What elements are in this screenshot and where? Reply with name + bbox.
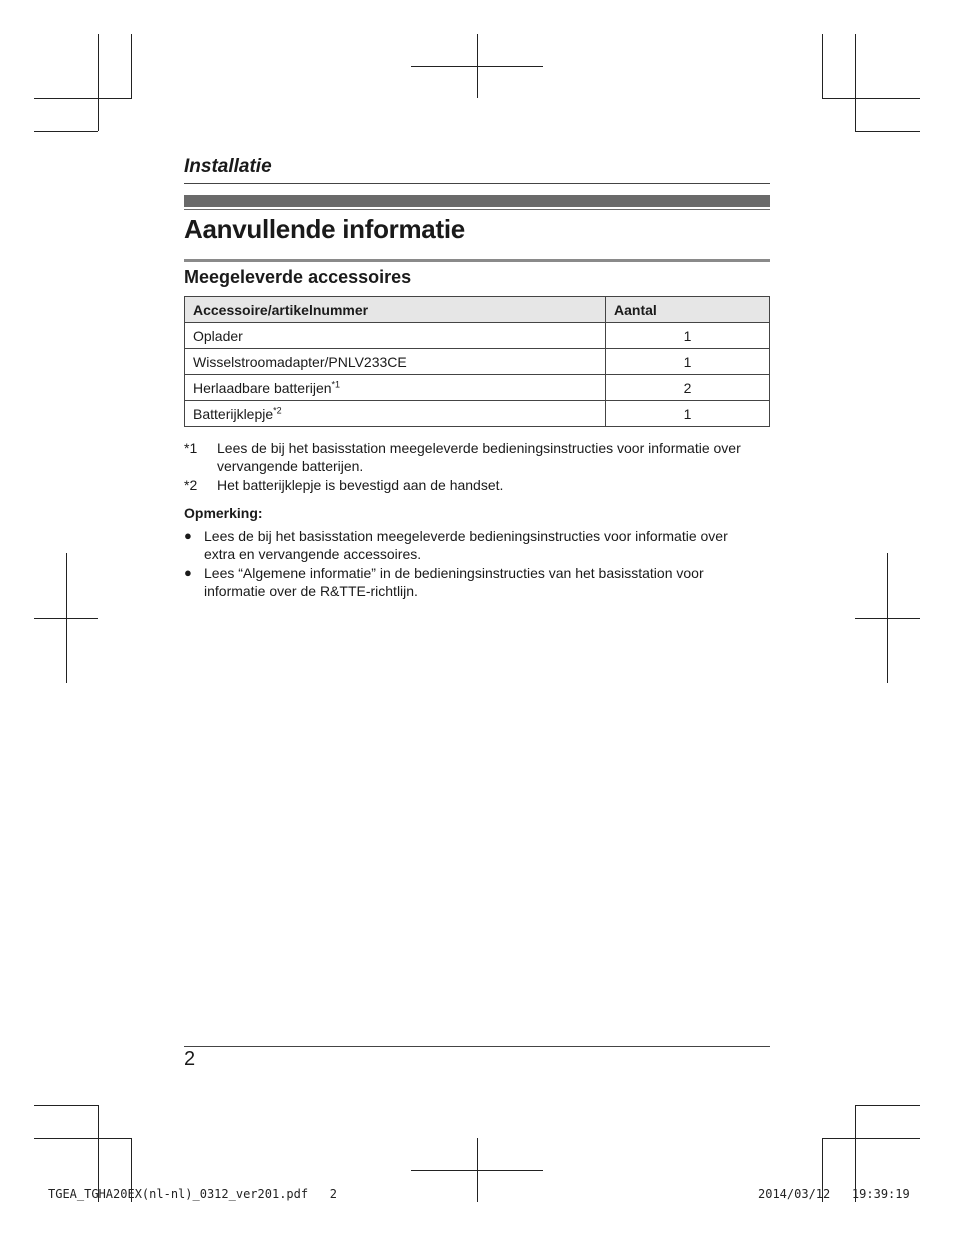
section-header: Installatie bbox=[184, 156, 272, 177]
footnote-text: Het batterijklepje is bevestigd aan de handset. bbox=[217, 477, 504, 493]
column-header-item: Accessoire/artikelnummer bbox=[185, 297, 606, 323]
item-name: Wisselstroomadapter/PNLV233CE bbox=[193, 353, 407, 370]
item-cell bbox=[185, 401, 606, 427]
crop-mark bbox=[822, 1138, 920, 1139]
title-bar bbox=[184, 195, 770, 207]
list-item-text: Lees “Algemene informatie” in de bedieningsinstructies van het basisstation voor informatie over de R&TTE-richtlijn. bbox=[204, 565, 704, 599]
item-name: Oplader bbox=[193, 327, 243, 344]
quantity-cell: 2 bbox=[606, 375, 770, 401]
crop-mark bbox=[34, 131, 98, 132]
table-row bbox=[185, 375, 770, 401]
crop-mark bbox=[34, 98, 132, 99]
crop-mark bbox=[34, 618, 98, 619]
footnote-ref: *2 bbox=[273, 404, 282, 415]
remark-label: Opmerking: bbox=[184, 505, 263, 521]
column-header-quantity: Aantal bbox=[606, 297, 770, 323]
list-item-text: Lees de bij het basisstation meegeleverde bedieningsinstructies voor informatie over extra en vervangende accessoires. bbox=[204, 528, 728, 562]
crop-mark bbox=[477, 1138, 478, 1202]
quantity-cell: 1 bbox=[606, 349, 770, 375]
crop-mark bbox=[822, 98, 920, 99]
title-underline bbox=[184, 259, 770, 262]
crop-mark bbox=[855, 618, 920, 619]
quantity-cell: 1 bbox=[606, 401, 770, 427]
footnote-mark: *2 bbox=[184, 477, 198, 493]
footnote bbox=[184, 439, 770, 475]
table-row bbox=[185, 323, 770, 349]
section-rule bbox=[184, 183, 770, 184]
crop-mark bbox=[855, 98, 856, 131]
crop-mark bbox=[98, 1105, 99, 1138]
remark-list bbox=[184, 527, 750, 601]
footnotes bbox=[184, 439, 770, 495]
subheading: Meegeleverde accessoires bbox=[184, 267, 412, 287]
accessories-table bbox=[184, 296, 770, 427]
bullet-icon: ● bbox=[184, 565, 192, 580]
crop-mark bbox=[855, 1105, 920, 1106]
title-rule bbox=[184, 209, 770, 210]
footnote-mark: *1 bbox=[184, 440, 198, 456]
bullet-icon: ● bbox=[184, 528, 192, 543]
table-row bbox=[185, 349, 770, 375]
item-name: Batterijklepje bbox=[193, 405, 274, 422]
crop-mark bbox=[822, 34, 823, 98]
page-number: 2 bbox=[184, 1048, 196, 1070]
crop-mark bbox=[34, 1138, 132, 1139]
list-item bbox=[184, 527, 750, 563]
item-cell bbox=[185, 323, 606, 349]
page-title: Aanvullende informatie bbox=[184, 214, 465, 244]
crop-mark bbox=[855, 1105, 856, 1138]
item-cell bbox=[185, 375, 606, 401]
table-row bbox=[185, 401, 770, 427]
crop-mark bbox=[98, 34, 99, 98]
print-slug-date: 2014/03/12 19:39:19 bbox=[758, 1187, 910, 1201]
crop-mark bbox=[98, 98, 99, 131]
footnote-ref: *1 bbox=[331, 378, 341, 389]
crop-mark bbox=[855, 131, 920, 132]
footer-rule bbox=[184, 1046, 770, 1047]
table-header-row bbox=[185, 297, 770, 323]
item-name: Herlaadbare batterijen bbox=[193, 379, 332, 396]
crop-mark bbox=[34, 1105, 98, 1106]
item-cell bbox=[185, 349, 606, 375]
crop-mark bbox=[855, 34, 856, 98]
quantity-cell: 1 bbox=[606, 323, 770, 349]
footnote-text: Lees de bij het basisstation meegeleverde bedieningsinstructies voor informatie over vervangende batterijen. bbox=[217, 440, 741, 474]
footnote bbox=[184, 476, 770, 494]
list-item bbox=[184, 564, 750, 600]
print-slug-file: TGEA_TGHA20EX(nl-nl)_0312_ver201.pdf 2 bbox=[48, 1187, 337, 1201]
crop-mark bbox=[411, 66, 543, 67]
crop-mark bbox=[131, 34, 132, 98]
